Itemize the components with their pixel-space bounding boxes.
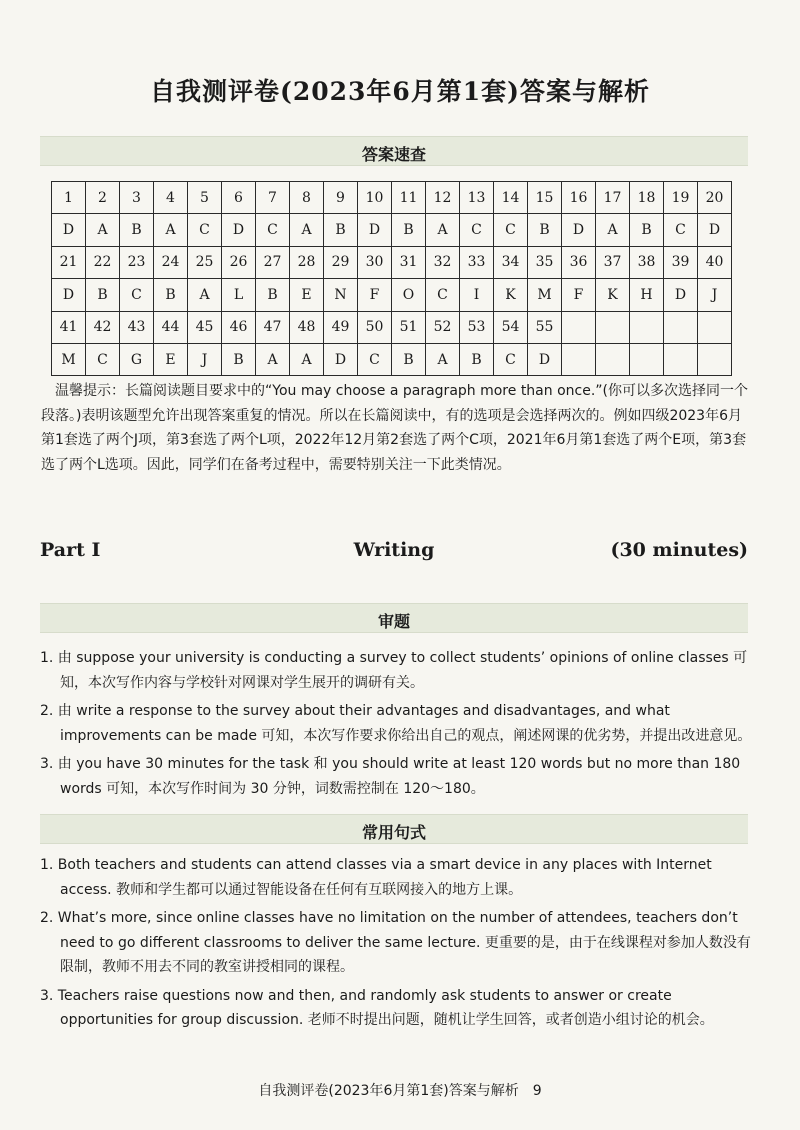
question-number-cell: 20: [698, 182, 732, 214]
answer-cell: [562, 343, 596, 375]
question-number-cell: 25: [188, 246, 222, 278]
answer-table-row: [52, 246, 732, 278]
question-number-cell: 10: [358, 182, 392, 214]
answer-table-row: [52, 343, 732, 375]
answer-cell: A: [290, 214, 324, 246]
answer-cell: O: [392, 279, 426, 311]
question-number-cell: [596, 311, 630, 343]
answer-cell: A: [426, 343, 460, 375]
answer-table-row: [52, 214, 732, 246]
question-number-cell: 53: [460, 311, 494, 343]
question-number-cell: 43: [120, 311, 154, 343]
section-label-answers: 答案速查: [361, 145, 426, 164]
phrases-list: [40, 853, 752, 1037]
answer-cell: K: [596, 279, 630, 311]
answer-table-row: [52, 182, 732, 214]
answer-cell: C: [256, 214, 290, 246]
answer-cell: D: [52, 279, 86, 311]
answer-cell: C: [494, 343, 528, 375]
answer-cell: A: [154, 214, 188, 246]
question-number-cell: 24: [154, 246, 188, 278]
answer-cell: D: [698, 214, 732, 246]
answer-cell: C: [358, 343, 392, 375]
answer-cell: C: [426, 279, 460, 311]
question-number-cell: 26: [222, 246, 256, 278]
answer-cell: D: [324, 343, 358, 375]
question-number-cell: 51: [392, 311, 426, 343]
question-number-cell: 22: [86, 246, 120, 278]
question-number-cell: 52: [426, 311, 460, 343]
answer-cell: I: [460, 279, 494, 311]
answer-cell: J: [698, 279, 732, 311]
answer-cell: C: [120, 279, 154, 311]
question-number-cell: 50: [358, 311, 392, 343]
question-number-cell: [698, 311, 732, 343]
answer-cell: K: [494, 279, 528, 311]
question-number-cell: 17: [596, 182, 630, 214]
answer-cell: B: [392, 214, 426, 246]
answer-table: [51, 181, 732, 376]
question-number-cell: 21: [52, 246, 86, 278]
answer-cell: B: [460, 343, 494, 375]
question-number-cell: 47: [256, 311, 290, 343]
section-band-phrases: [40, 814, 748, 844]
question-number-cell: 49: [324, 311, 358, 343]
answer-cell: B: [120, 214, 154, 246]
tip-paragraph: 温馨提示：长篇阅读题目要求中的“You may choose a paragraph more than once.”(你可以多次选择同一个段落。)表明该题型允许出现答案重复的情况。所以在长篇阅读中，有的选项是会选择两次的。例如四级2023年6月第1套选了两个J项，第3套选了两个L项，2022年12月第2套选了两个C项，2021年6月第1套选了两个E项，第3套选了两个L选项。因此，同学们在备考过程中，需要特别关注一下此类情况。: [41, 383, 748, 473]
answer-table-row: [52, 311, 732, 343]
answer-cell: H: [630, 279, 664, 311]
question-number-cell: 30: [358, 246, 392, 278]
phrase-item: 3. Teachers raise questions now and then, and randomly ask students to answer or create opportunities for group discussion. 老师不时提出问题，随机让学生回答，或者创造小组讨论的机会。: [40, 987, 714, 1028]
answer-cell: A: [188, 279, 222, 311]
question-number-cell: [664, 311, 698, 343]
answer-cell: [596, 343, 630, 375]
review-item: 3. 由 you have 30 minutes for the task 和 you should write at least 120 words but no more than 180 words 可知，本次写作时间为 30 分钟，词数需控制在 120～180。: [40, 756, 741, 797]
question-number-cell: 34: [494, 246, 528, 278]
answer-cell: M: [528, 279, 562, 311]
answer-cell: G: [120, 343, 154, 375]
question-number-cell: 45: [188, 311, 222, 343]
answer-cell: N: [324, 279, 358, 311]
question-number-cell: 23: [120, 246, 154, 278]
answer-cell: E: [154, 343, 188, 375]
question-number-cell: 28: [290, 246, 324, 278]
question-number-cell: 37: [596, 246, 630, 278]
question-number-cell: 18: [630, 182, 664, 214]
answer-cell: A: [86, 214, 120, 246]
question-number-cell: 11: [392, 182, 426, 214]
question-number-cell: 36: [562, 246, 596, 278]
answer-cell: C: [86, 343, 120, 375]
question-number-cell: 6: [222, 182, 256, 214]
answer-cell: B: [630, 214, 664, 246]
question-number-cell: 3: [120, 182, 154, 214]
question-number-cell: 32: [426, 246, 460, 278]
question-number-cell: 5: [188, 182, 222, 214]
question-number-cell: 39: [664, 246, 698, 278]
part-header: [40, 539, 748, 567]
answer-cell: C: [494, 214, 528, 246]
question-number-cell: 55: [528, 311, 562, 343]
answer-cell: B: [392, 343, 426, 375]
question-number-cell: [562, 311, 596, 343]
answer-cell: J: [188, 343, 222, 375]
section-label-review: 审题: [377, 612, 410, 631]
phrase-item: 1. Both teachers and students can attend classes via a smart device in any places with Internet access. 教师和学生都可以通过智能设备在任何有互联网接入的地方上课。: [40, 857, 712, 898]
answer-cell: B: [222, 343, 256, 375]
part-name: Writing: [353, 539, 435, 561]
question-number-cell: 33: [460, 246, 494, 278]
part-number: Part Ⅰ: [40, 539, 101, 561]
answer-cell: A: [290, 343, 324, 375]
question-number-cell: 7: [256, 182, 290, 214]
answer-cell: C: [664, 214, 698, 246]
answer-cell: B: [324, 214, 358, 246]
question-number-cell: 31: [392, 246, 426, 278]
review-list: [40, 646, 752, 805]
answer-cell: C: [188, 214, 222, 246]
answer-cell: A: [596, 214, 630, 246]
answer-cell: D: [358, 214, 392, 246]
answer-cell: M: [52, 343, 86, 375]
question-number-cell: 44: [154, 311, 188, 343]
section-band-answers: [40, 136, 748, 166]
answer-cell: E: [290, 279, 324, 311]
section-label-phrases: 常用句式: [361, 823, 426, 842]
question-number-cell: 1: [52, 182, 86, 214]
question-number-cell: 8: [290, 182, 324, 214]
answer-cell: L: [222, 279, 256, 311]
answer-cell: [698, 343, 732, 375]
question-number-cell: 16: [562, 182, 596, 214]
question-number-cell: 2: [86, 182, 120, 214]
review-item: 1. 由 suppose your university is conducting a survey to collect students’ opinions of online classes 可知，本次写作内容与学校针对网课对学生展开的调研有关。: [40, 650, 748, 691]
question-number-cell: 54: [494, 311, 528, 343]
answer-cell: A: [426, 214, 460, 246]
question-number-cell: 48: [290, 311, 324, 343]
page-title: 自我测评卷(2023年6月第1套)答案与解析: [149, 77, 651, 106]
answer-cell: B: [154, 279, 188, 311]
answer-cell: F: [358, 279, 392, 311]
question-number-cell: 15: [528, 182, 562, 214]
answer-cell: C: [460, 214, 494, 246]
question-number-cell: 14: [494, 182, 528, 214]
answer-cell: D: [222, 214, 256, 246]
question-number-cell: 19: [664, 182, 698, 214]
phrase-item: 2. What’s more, since online classes have no limitation on the number of attendees, teachers don’t need to go different classrooms to deliver the same lecture. 更重要的是，由于在线课程对参加人数没有限制，教师不用去不同的教室讲授相同的课程。: [40, 910, 751, 975]
answer-cell: D: [664, 279, 698, 311]
review-item: 2. 由 write a response to the survey about their advantages and disadvantages, and what improvements can be made 可知，本次写作要求你给出自己的观点，阐述网课的优劣势，并提出改进意见。: [40, 703, 752, 744]
answer-cell: B: [256, 279, 290, 311]
answer-table-row: [52, 279, 732, 311]
question-number-cell: 27: [256, 246, 290, 278]
question-number-cell: 12: [426, 182, 460, 214]
part-time: (30 minutes): [610, 539, 748, 561]
question-number-cell: 46: [222, 311, 256, 343]
answer-cell: B: [528, 214, 562, 246]
question-number-cell: 38: [630, 246, 664, 278]
answer-cell: F: [562, 279, 596, 311]
answer-cell: A: [256, 343, 290, 375]
question-number-cell: 42: [86, 311, 120, 343]
question-number-cell: 35: [528, 246, 562, 278]
section-band-review: [40, 603, 748, 633]
page-footer: 自我测评卷(2023年6月第1套)答案与解析 9: [258, 1083, 542, 1099]
question-number-cell: 41: [52, 311, 86, 343]
answer-cell: D: [52, 214, 86, 246]
answer-cell: [630, 343, 664, 375]
question-number-cell: 13: [460, 182, 494, 214]
question-number-cell: 40: [698, 246, 732, 278]
question-number-cell: 29: [324, 246, 358, 278]
question-number-cell: 9: [324, 182, 358, 214]
answer-cell: B: [86, 279, 120, 311]
answer-cell: [664, 343, 698, 375]
question-number-cell: [630, 311, 664, 343]
answer-cell: D: [562, 214, 596, 246]
question-number-cell: 4: [154, 182, 188, 214]
answer-cell: D: [528, 343, 562, 375]
